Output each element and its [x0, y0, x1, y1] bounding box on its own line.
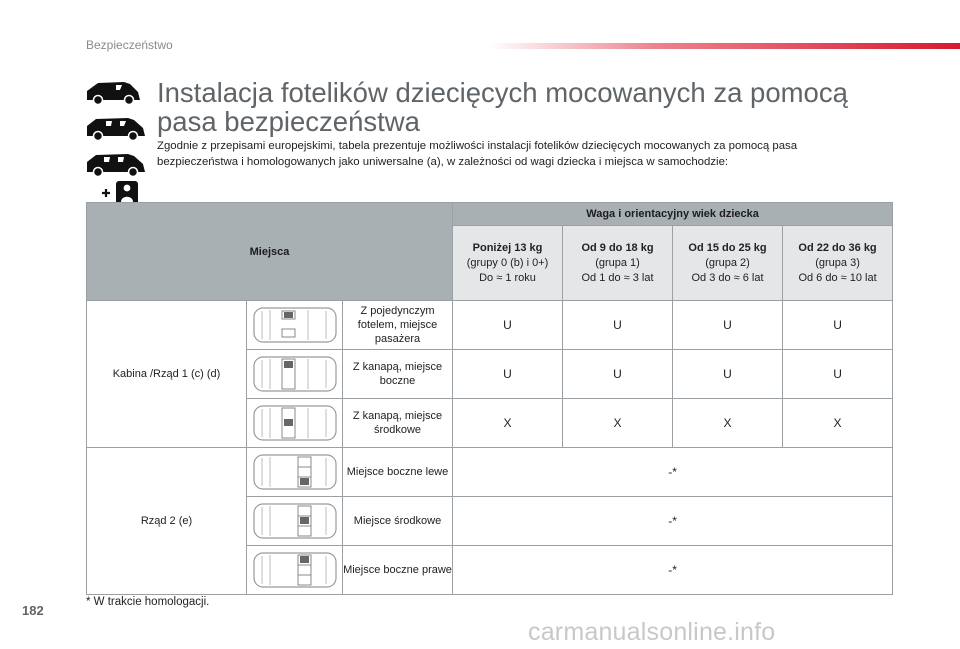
vehicle-icons — [84, 78, 148, 208]
intro-paragraph: Zgodnie z przepisami europejskimi, tabela prezentuje możliwości instalacji fotelików dziecięcych mocowanych za pomocą pasa bezpieczeństwa i homologowanych jako uniwersalne (a), w zależności od wagi dziecka i miejsca w samochodzie: — [157, 140, 798, 168]
seat-description: Miejsce środkowe — [343, 497, 453, 546]
watermark: carmanualsonline.info — [528, 618, 776, 646]
value-cell: U — [783, 301, 893, 350]
car-seat-diagram-icon — [247, 497, 343, 546]
seat-description: Miejsce boczne lewe — [343, 448, 453, 497]
value-cell: U — [453, 301, 563, 350]
car-seat-diagram-icon — [247, 448, 343, 497]
place-cabin: Kabina /Rząd 1 (c) (d) — [87, 301, 247, 448]
value-cell: -* — [453, 448, 893, 497]
van-combi-icon — [84, 150, 148, 178]
seat-description: Z kanapą, miejsce środkowe — [343, 399, 453, 448]
value-cell: X — [783, 399, 893, 448]
value-cell: X — [453, 399, 563, 448]
value-cell: U — [673, 301, 783, 350]
car-seat-diagram-icon — [247, 350, 343, 399]
van-long-icon — [84, 114, 148, 142]
header-place: Miejsca — [87, 203, 453, 301]
van-side-icon — [84, 78, 144, 106]
header-accent-bar — [490, 43, 960, 49]
table-row — [87, 301, 893, 350]
value-cell: X — [563, 399, 673, 448]
value-cell: U — [673, 350, 783, 399]
car-seat-diagram-icon — [247, 546, 343, 595]
value-cell: U — [563, 301, 673, 350]
header-weight-age: Waga i orientacyjny wiek dziecka — [453, 203, 893, 226]
group-header: Od 9 do 18 kg (grupa 1) Od 1 do ≈ 3 lat — [563, 226, 673, 301]
car-seat-diagram-icon — [247, 399, 343, 448]
seat-description: Z pojedynczym fotelem, miejsce pasażera — [343, 301, 453, 350]
value-cell: -* — [453, 546, 893, 595]
car-seat-diagram-icon — [247, 301, 343, 350]
value-cell: X — [673, 399, 783, 448]
value-cell: U — [563, 350, 673, 399]
page-title: Instalacja fotelików dziecięcych mocowanych za pomocą pasa bezpieczeństwa — [157, 77, 848, 137]
footnote: * W trakcie homologacji. — [86, 596, 210, 608]
page-number: 182 — [22, 603, 44, 618]
value-cell: U — [453, 350, 563, 399]
seat-description: Miejsce boczne prawe — [343, 546, 453, 595]
group-header: Od 22 do 36 kg (grupa 3) Od 6 do ≈ 10 lat — [783, 226, 893, 301]
group-header: Poniżej 13 kg (grupy 0 (b) i 0+) Do ≈ 1 roku — [453, 226, 563, 301]
value-cell: U — [783, 350, 893, 399]
seat-description: Z kanapą, miejsce boczne — [343, 350, 453, 399]
value-cell: -* — [453, 497, 893, 546]
place-row2: Rząd 2 (e) — [87, 448, 247, 595]
group-header: Od 15 do 25 kg (grupa 2) Od 3 do ≈ 6 lat — [673, 226, 783, 301]
section-header: Bezpieczeństwo — [86, 38, 173, 52]
table-row — [87, 448, 893, 497]
child-seat-table — [86, 202, 893, 595]
